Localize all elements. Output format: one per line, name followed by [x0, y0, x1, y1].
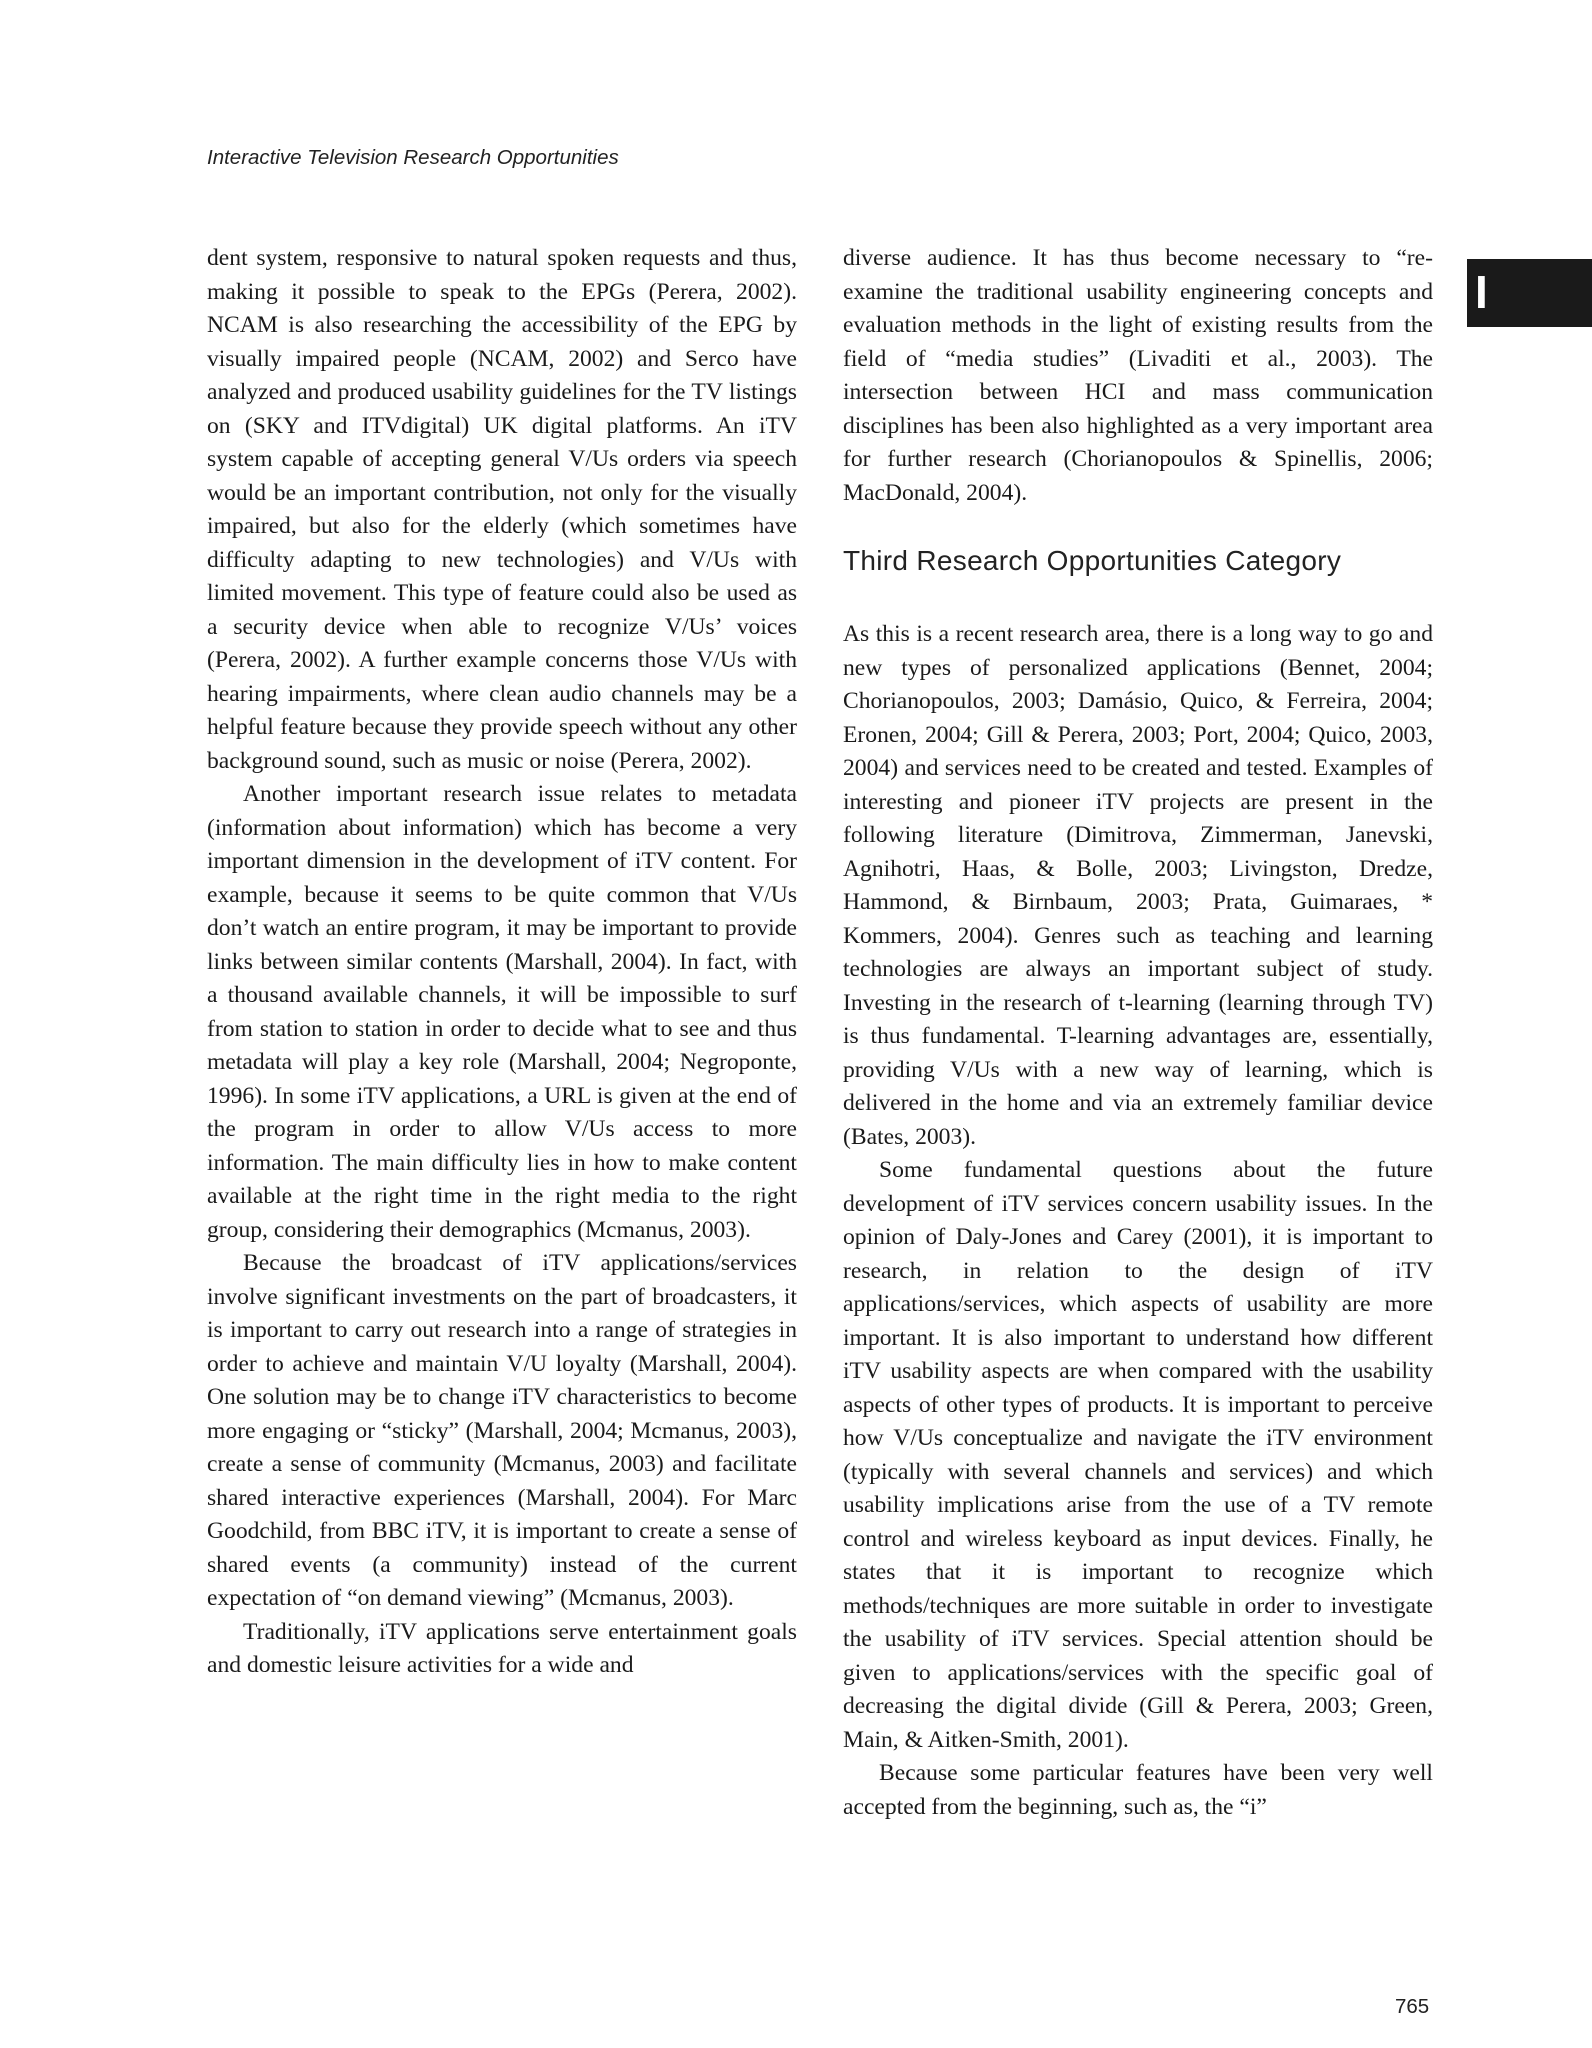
- section-thumb-tab: [1467, 259, 1592, 327]
- paragraph: As this is a recent research area, there is a long way to go and new types of personalized applications (Bennet, 2004; Chorianopoulos, 2003; Damásio, Quico, & Ferreira, 2004; Eronen, 2004; Gill & Perera, 2003; Port, 2004; Quico, 2003, 2004) and services need to be created and tested. Examples of interesting and pioneer iTV projects are present in the following literature (Dimitrova, Zimmerman, Janevski, Agnihotri, Haas, & Bolle, 2003; Livingston, Dredze, Hammond, & Birnbaum, 2003; Prata, Guimaraes, * Kommers, 2004). Genres such as teaching and learning technologies are always an important subject of study. Investing in the research of t-learning (learning through TV) is thus fundamental. T-learning advantages are, essentially, providing V/Us with a new way of learning, which is delivered in the home and via an extremely familiar device (Bates, 2003).: [843, 621, 1433, 1150]
- page-number: 765: [1395, 1995, 1430, 2018]
- left-column: [207, 242, 797, 1683]
- section-heading: Third Research Opportunities Category: [843, 545, 1342, 576]
- paragraph: dent system, responsive to natural spoken requests and thus, making it possible to speak to the EPGs (Perera, 2002). NCAM is also researching the accessibility of the EPG by visually impaired people (NCAM, 2002) and Serco have analyzed and produced usability guidelines for the TV listings on (SKY and ITVdigital) UK digital platforms. An iTV system capable of accepting general V/Us orders via speech would be an important contribution, not only for the visually impaired, but also for the elderly (which sometimes have difficulty adapting to new technologies) and V/Us with limited movement. This type of feature could also be used as a security device when able to recognize V/Us’ voices (Perera, 2002). A further example concerns those V/Us with hearing impairments, where clean audio channels may be a helpful feature because they provide speech without any other background sound, such as music or noise (Perera, 2002).: [207, 245, 797, 774]
- paragraph: Traditionally, iTV applications serve entertainment goals and domestic leisure activities for a wide and: [207, 1618, 797, 1678]
- running-header: Interactive Television Research Opportunities: [207, 146, 619, 169]
- thumb-tab-letter: I: [1475, 266, 1488, 318]
- paragraph: Some fundamental questions about the future development of iTV services concern usability issues. In the opinion of Daly-Jones and Carey (2001), it is important to research, in relation to the design of iTV applications/services, which aspects of usability are more important. It is also important to understand how different iTV usability aspects are when compared with the usability aspects of other types of products. It is important to perceive how V/Us conceptualize and navigate the iTV environment (typically with several channels and services) and which usability implications arise from the use of a TV remote control and wireless keyboard as input devices. Finally, he states that it is important to recognize which methods/techniques are more suitable in order to investigate the usability of iTV services. Special attention should be given to applications/services with the specific goal of decreasing the digital divide (Gill & Perera, 2003; Green, Main, & Aitken-Smith, 2001).: [843, 1157, 1433, 1753]
- paragraph: Because some particular features have been very well accepted from the beginning, such as, the “i”: [843, 1760, 1433, 1820]
- paragraph: Another important research issue relates to metadata (information about information) which has become a very important dimension in the development of iTV content. For example, because it seems to be quite common that V/Us don’t watch an entire program, it may be important to provide links between similar contents (Marshall, 2004). In fact, with a thousand available channels, it will be impossible to surf from station to station in order to decide what to see and thus metadata will play a key role (Marshall, 2004; Negroponte, 1996). In some iTV applications, a URL is given at the end of the program in order to allow V/Us access to more information. The main difficulty lies in how to make content available at the right time in the right media to the right group, considering their demographics (Mcmanus, 2003).: [207, 781, 797, 1243]
- right-column: [843, 242, 1433, 1824]
- paragraph: diverse audience. It has thus become necessary to “re-examine the traditional usability engineering concepts and evaluation methods in the light of existing results from the field of “media studies” (Livaditi et al., 2003). The intersection between HCI and mass communication disciplines has been also highlighted as a very important area for further research (Chorianopoulos & Spinellis, 2006; MacDonald, 2004).: [843, 245, 1433, 506]
- paragraph: Because the broadcast of iTV applications/services involve significant investments on the part of broadcasters, it is important to carry out research into a range of strategies in order to achieve and maintain V/U loyalty (Marshall, 2004). One solution may be to change iTV characteristics to become more engaging or “sticky” (Marshall, 2004; Mcmanus, 2003), create a sense of community (Mcmanus, 2003) and facilitate shared interactive experiences (Marshall, 2004). For Marc Goodchild, from BBC iTV, it is important to create a sense of shared events (a community) instead of the current expectation of “on demand viewing” (Mcmanus, 2003).: [207, 1250, 797, 1611]
